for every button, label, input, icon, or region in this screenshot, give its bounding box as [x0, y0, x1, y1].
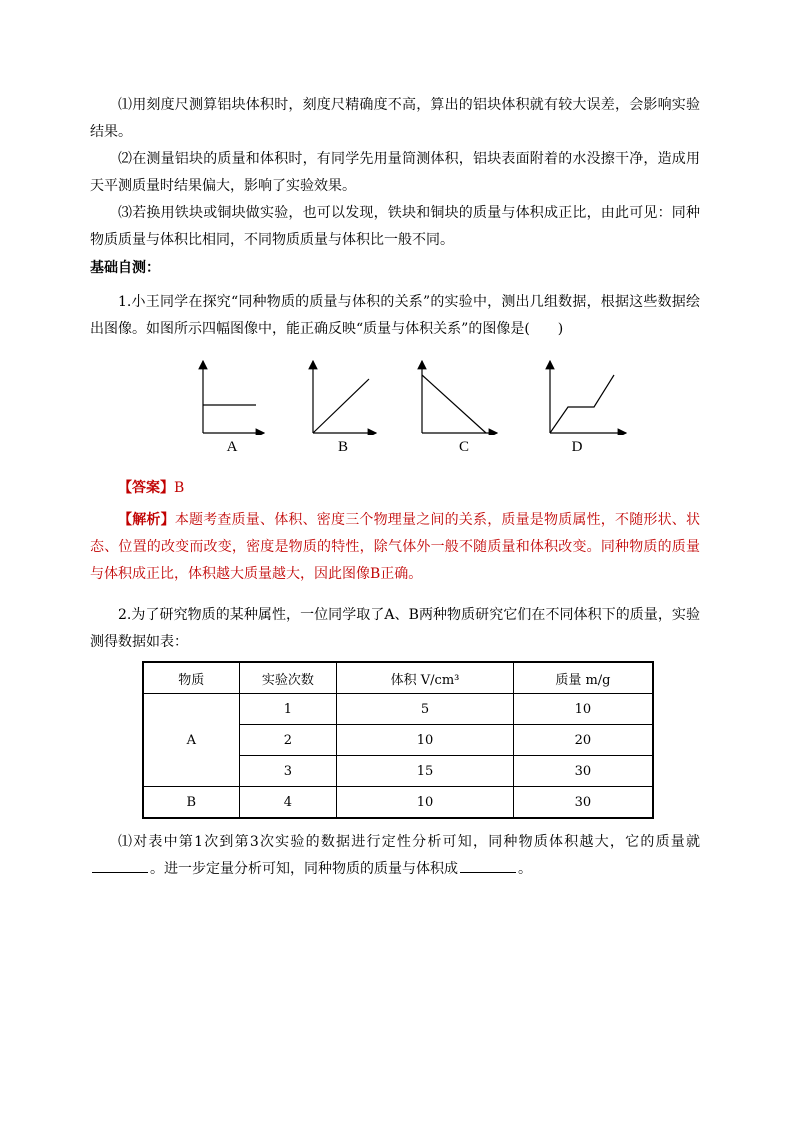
- table-cell: 10: [513, 694, 653, 725]
- table-cell: 20: [513, 725, 653, 756]
- header-substance: 物质: [143, 662, 239, 694]
- data-table: [142, 661, 654, 819]
- table-cell: 15: [337, 756, 514, 787]
- header-volume: 体积 V/cm³: [337, 662, 514, 694]
- blank-2[interactable]: [460, 871, 516, 873]
- paragraph-2: ⑵在测量铝块的质量和体积时，有同学先用量筒测体积，铝块表面附着的水没擦干净，造成用天平测质量时结果偏大，影响了实验效果。: [90, 151, 700, 194]
- table-row: [143, 787, 653, 819]
- graph-b: [313, 361, 376, 433]
- paragraph-1: ⑴用刻度尺测算铝块体积时，刻度尺精确度不高，算出的铝块体积就有较大误差，会影响实验结果。: [90, 97, 700, 140]
- graph-label-d: D: [571, 439, 583, 455]
- sub-question-1-part2: 。进一步定量分析可知，同种物质的质量与体积成: [150, 861, 458, 877]
- question-1-stem: 1.小王同学在探究“同种物质的质量与体积的关系”的实验中，测出几组数据，根据这些数据绘出图像。如图所示四幅图像中，能正确反映“质量与体积关系”的图像是( ): [90, 294, 700, 337]
- header-mass: 质量 m/g: [513, 662, 653, 694]
- paragraph-3: ⑶若换用铁块或铜块做实验，也可以发现，铁块和铜块的质量与体积成正比，由此可见：同种物质质量与体积比相同，不同物质质量与体积比一般不同。: [90, 205, 700, 248]
- graph-set: [190, 355, 630, 435]
- substance-a-cell: A: [143, 694, 239, 787]
- graph-label-b: B: [337, 439, 348, 455]
- graph-c: [422, 361, 497, 433]
- table-cell: 1: [239, 694, 337, 725]
- table-row: [143, 694, 653, 725]
- analysis-tag: 【解析】: [118, 512, 175, 528]
- table-cell: 30: [513, 787, 653, 819]
- graph-a: [203, 361, 264, 433]
- table-cell: 10: [337, 725, 514, 756]
- answer-graphs: [190, 355, 630, 460]
- table-cell: 5: [337, 694, 514, 725]
- analysis-text: 本题考查质量、体积、密度三个物理量之间的关系，质量是物质属性，不随形状、状态、位置的改变而改变，密度是物质的特性，除气体外一般不随质量和体积改变。同种物质的质量与体积成正比，体积越大质量越大，因此图像B正确。: [90, 512, 701, 582]
- sub-question-1-part1: ⑴对表中第1次到第3次实验的数据进行定性分析可知，同种物质体积越大，它的质量就: [118, 834, 700, 850]
- table-cell: 10: [337, 787, 514, 819]
- question-2-stem: 2.为了研究物质的某种属性，一位同学取了A、B两种物质研究它们在不同体积下的质量，实验测得数据如表：: [90, 607, 700, 650]
- analysis-paragraph: [90, 507, 700, 588]
- table-cell: 30: [513, 756, 653, 787]
- graph-d: [550, 361, 626, 433]
- table-cell: 3: [239, 756, 337, 787]
- substance-b-cell: B: [143, 787, 239, 819]
- graph-label-a: A: [226, 439, 238, 455]
- section-title: 基础自测：: [90, 260, 160, 276]
- table-cell: 2: [239, 725, 337, 756]
- answer-line: [90, 475, 700, 502]
- sub-question-1-end: 。: [518, 861, 532, 877]
- header-trial: 实验次数: [239, 662, 337, 694]
- table-header-row: [143, 662, 653, 694]
- answer-value: B: [174, 480, 185, 496]
- graph-label-c: C: [458, 439, 469, 455]
- sub-question-1: [90, 829, 700, 883]
- answer-tag: 【答案】: [118, 480, 174, 496]
- blank-1[interactable]: [92, 871, 148, 873]
- table-cell: 4: [239, 787, 337, 819]
